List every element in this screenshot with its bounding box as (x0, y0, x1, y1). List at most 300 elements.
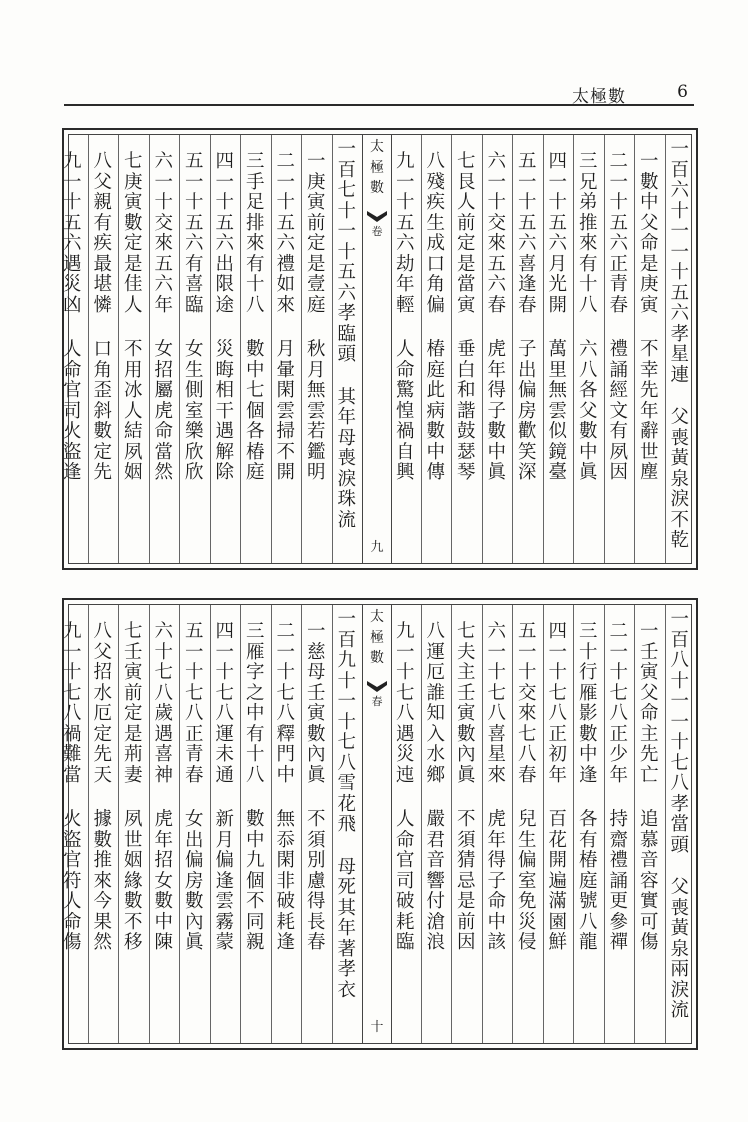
glyph: 數 (487, 421, 506, 442)
glyph: 庭 (245, 462, 265, 483)
glyph: 年 (154, 294, 173, 316)
glyph: 春 (517, 294, 537, 316)
running-title: 太極數 (572, 87, 626, 107)
glyph: 傷 (639, 932, 659, 953)
glyph: 數 (306, 723, 326, 745)
center-fold-strip (362, 605, 392, 1043)
glyph: 十 (670, 670, 689, 692)
entry-number: 七 (123, 151, 143, 172)
column-rule (512, 135, 513, 563)
entry-number: 七 (456, 151, 476, 172)
glyph: 若 (306, 421, 326, 442)
glyph: 有 (184, 253, 204, 275)
glyph: 十 (215, 662, 234, 683)
glyph: 十 (609, 192, 628, 213)
glyph: 壬 (306, 682, 326, 704)
glyph: 十 (337, 670, 356, 692)
right-entry-column (543, 135, 574, 563)
glyph: 十 (670, 262, 689, 283)
glyph: 壹 (306, 274, 326, 295)
glyph: 五 (395, 212, 415, 234)
glyph: 屬 (154, 380, 173, 401)
glyph: 命 (62, 359, 82, 381)
glyph: 定 (456, 233, 476, 254)
glyph: 父 (639, 682, 659, 704)
glyph: 災 (395, 744, 415, 765)
glyph: 掃 (276, 421, 295, 442)
glyph: 正 (609, 723, 628, 745)
glyph: 似 (548, 421, 567, 442)
glyph: 前 (306, 212, 326, 234)
glyph: 定 (123, 233, 143, 254)
fishtail-mark-icon (367, 209, 387, 223)
glyph: 十 (395, 662, 415, 683)
glyph: 夫 (456, 641, 476, 663)
glyph: 雲 (215, 891, 234, 912)
glyph: 雲 (548, 400, 567, 422)
glyph: 逢 (62, 462, 82, 483)
glyph: 衣 (337, 979, 356, 1001)
glyph: 數 (93, 421, 112, 442)
glyph: 不 (306, 809, 326, 830)
entry-number: 一 (670, 711, 689, 733)
glyph: 八 (670, 773, 689, 794)
column-rule (271, 605, 272, 1043)
glyph: 五 (609, 212, 628, 234)
glyph: 眞 (578, 462, 598, 483)
glyph: 偏 (426, 294, 445, 316)
glyph: 如 (276, 274, 295, 295)
glyph: 生 (517, 829, 537, 851)
glyph: 荊 (123, 744, 143, 765)
glyph: 五 (487, 253, 506, 275)
glyph: 中 (487, 911, 506, 933)
glyph: 八 (578, 294, 598, 316)
glyph: 晦 (215, 359, 234, 381)
glyph: 數 (426, 421, 445, 442)
glyph: 十 (245, 744, 265, 765)
column-rule (301, 135, 302, 563)
glyph: 途 (215, 294, 234, 316)
glyph: 佳 (123, 274, 143, 295)
column-rule (179, 605, 180, 1043)
glyph: 逢 (276, 932, 295, 953)
glyph: 萬 (548, 339, 567, 360)
glyph: 六 (276, 233, 295, 254)
glyph: 號 (578, 891, 598, 912)
glyph: 壬 (123, 641, 143, 663)
glyph: 年 (487, 829, 506, 851)
glyph: 因 (609, 462, 628, 483)
glyph: 十 (154, 641, 173, 663)
glyph: 十 (517, 192, 537, 213)
glyph: 年 (337, 918, 356, 939)
glyph: 花 (337, 793, 356, 815)
glyph: 遇 (154, 723, 173, 745)
glyph: 排 (245, 212, 265, 234)
glyph: 十 (548, 662, 567, 683)
left-entry-column (149, 605, 180, 1043)
glyph: 五 (670, 282, 689, 304)
glyph: 八 (609, 703, 628, 724)
glyph: 別 (306, 850, 326, 871)
glyph: 泉 (670, 938, 689, 960)
glyph: 房 (184, 870, 204, 892)
glyph: 十 (337, 711, 356, 733)
glyph: 驚 (395, 380, 415, 401)
glyph: 慈 (306, 641, 326, 663)
glyph: 免 (517, 891, 537, 912)
glyph: 八 (578, 359, 598, 381)
glyph: 寅 (123, 662, 143, 683)
left-entry-column (179, 135, 210, 563)
glyph: 同 (245, 911, 265, 933)
glyph: 憐 (93, 294, 112, 316)
left-entry-column (88, 605, 119, 1043)
glyph: 壬 (456, 682, 476, 704)
glyph: 寅 (456, 703, 476, 724)
entry-number: 四 (548, 151, 567, 172)
left-entry-column (240, 605, 271, 1043)
column-rule (210, 605, 211, 1043)
entry-number: 三 (245, 151, 265, 172)
glyph: 定 (123, 703, 143, 724)
left-entry-column (179, 605, 210, 1043)
fishtail-mark-icon (367, 679, 387, 693)
column-rule (512, 605, 513, 1043)
right-entry-column (512, 135, 543, 563)
glyph: 凶 (62, 294, 82, 316)
glyph: 開 (548, 294, 567, 316)
glyph: 一 (154, 171, 173, 193)
glyph: 七 (184, 682, 204, 704)
glyph: 七 (62, 682, 82, 704)
glyph: 音 (426, 850, 445, 871)
glyph: 干 (215, 400, 234, 422)
glyph: 一 (215, 641, 234, 663)
column-rule (88, 605, 89, 1043)
left-entry-column (271, 135, 302, 563)
glyph: 飛 (337, 814, 356, 835)
glyph: 雁 (578, 682, 598, 704)
glyph: 星 (670, 344, 689, 365)
column-rule (88, 135, 89, 563)
glyph: 六 (395, 233, 415, 254)
glyph: 個 (245, 870, 265, 892)
glyph: 頭 (337, 344, 356, 365)
entry-number: 一 (670, 241, 689, 263)
glyph: 中 (639, 192, 659, 213)
entry-number: 八 (426, 151, 445, 172)
glyph: 招 (93, 662, 112, 683)
glyph: 子 (517, 339, 537, 360)
entry-number: 九 (62, 151, 82, 172)
glyph: 一 (184, 641, 204, 663)
left-entry-column (88, 135, 119, 563)
left-entry-column (149, 135, 180, 563)
glyph: 虎 (487, 339, 506, 360)
glyph: 出 (184, 829, 204, 851)
glyph: 喜 (154, 744, 173, 765)
glyph: 一 (184, 171, 204, 193)
glyph: 鑑 (306, 441, 326, 463)
glyph: 命 (639, 703, 659, 724)
glyph: 各 (245, 421, 265, 442)
glyph: 耗 (395, 911, 415, 933)
glyph: 限 (215, 274, 234, 295)
glyph: 虎 (154, 400, 173, 422)
left-heading-column (332, 135, 363, 563)
glyph: 一 (548, 641, 567, 663)
glyph: 前 (123, 682, 143, 704)
glyph: 偏 (517, 380, 537, 401)
glyph: 花 (548, 829, 567, 851)
glyph: 交 (487, 212, 506, 234)
column-rule (240, 605, 241, 1043)
glyph: 官 (395, 850, 415, 871)
glyph: 中 (154, 911, 173, 933)
glyph: 數 (184, 891, 204, 912)
glyph: 入 (426, 723, 445, 745)
glyph: 禮 (276, 253, 295, 275)
glyph: 側 (184, 380, 204, 401)
glyph: 臨 (395, 932, 415, 953)
glyph: 口 (93, 339, 112, 360)
glyph: 災 (215, 339, 234, 360)
glyph: 前 (456, 911, 476, 933)
glyph: 年 (487, 359, 506, 381)
glyph: 百 (548, 809, 567, 830)
glyph: 秋 (306, 339, 326, 360)
glyph: 庚 (123, 171, 143, 193)
glyph: 辭 (639, 421, 659, 442)
glyph: 六 (670, 303, 689, 324)
glyph: 堪 (93, 274, 112, 295)
glyph: 定 (93, 723, 112, 745)
glyph: 忌 (456, 870, 476, 892)
glyph: 迍 (395, 764, 415, 786)
glyph: 可 (639, 911, 659, 933)
left-entry-column (301, 135, 332, 563)
glyph: 一 (395, 641, 415, 663)
glyph: 死 (337, 877, 356, 898)
entry-number: 四 (215, 151, 234, 172)
glyph: 數 (456, 723, 476, 745)
glyph: 生 (426, 212, 445, 234)
right-entry-column (482, 135, 513, 563)
glyph: 淚 (670, 489, 689, 510)
glyph: 一 (609, 641, 628, 663)
glyph: 泉 (670, 468, 689, 490)
entry-number: 一 (639, 151, 659, 172)
glyph: 病 (426, 400, 445, 422)
glyph: 中 (487, 441, 506, 463)
entry-number: 五 (517, 151, 537, 172)
glyph: 影 (578, 703, 598, 724)
right-entry-column (634, 605, 665, 1043)
glyph: 一 (276, 171, 295, 193)
glyph: 十 (487, 192, 506, 213)
glyph: 五 (62, 212, 82, 234)
glyph: 歡 (517, 421, 537, 442)
glyph: 珠 (337, 489, 356, 510)
glyph: 寅 (639, 294, 659, 316)
glyph: 災 (62, 274, 82, 295)
glyph: 偏 (517, 850, 537, 871)
glyph: 七 (276, 682, 295, 704)
entry-number: 五 (184, 151, 204, 172)
glyph: 喜 (184, 274, 204, 295)
glyph: 太 (370, 139, 384, 155)
entry-number: 二 (609, 151, 628, 172)
glyph: 人 (62, 891, 82, 912)
column-rule (451, 605, 452, 1043)
glyph: 耗 (276, 911, 295, 933)
glyph: 是 (306, 253, 326, 275)
glyph: 暈 (276, 359, 295, 381)
glyph: 雪 (337, 773, 356, 794)
glyph: 交 (517, 682, 537, 704)
glyph: 推 (578, 212, 598, 234)
glyph: 字 (245, 662, 265, 683)
glyph: 正 (184, 723, 204, 745)
glyph: 禮 (609, 339, 628, 360)
glyph: 禮 (609, 850, 628, 871)
glyph: 六 (154, 274, 173, 295)
glyph: 父 (639, 212, 659, 234)
glyph: 疾 (93, 233, 112, 254)
glyph: 招 (154, 359, 173, 381)
right-entry-column (421, 135, 452, 563)
glyph: 非 (276, 870, 295, 892)
glyph: 猜 (456, 850, 476, 871)
column-rule (604, 605, 605, 1043)
glyph: 室 (517, 870, 537, 892)
glyph: 喪 (337, 448, 356, 469)
glyph: 命 (395, 359, 415, 381)
glyph: 長 (306, 911, 326, 933)
entry-number: 七 (456, 621, 476, 642)
glyph: 喜 (487, 723, 506, 745)
glyph: 難 (62, 744, 82, 765)
glyph: 人 (395, 809, 415, 830)
glyph: 人 (123, 294, 143, 316)
glyph: 當 (670, 814, 689, 835)
glyph: 琴 (456, 462, 476, 483)
glyph: 七 (517, 723, 537, 745)
glyph: 姻 (123, 850, 143, 871)
column-rule (332, 135, 333, 563)
glyph: 十 (184, 662, 204, 683)
glyph: 八 (578, 911, 598, 933)
glyph: 響 (426, 870, 445, 892)
right-heading-column (665, 135, 696, 563)
glyph: 十 (215, 192, 234, 213)
glyph: 嚴 (426, 809, 445, 830)
glyph: 一 (337, 139, 356, 160)
glyph: 椿 (426, 339, 445, 360)
glyph: 七 (154, 662, 173, 683)
glyph: 司 (62, 400, 82, 422)
glyph: 參 (609, 911, 628, 933)
glyph: 一 (487, 171, 506, 193)
glyph: 火 (62, 421, 82, 442)
glyph: 招 (154, 850, 173, 871)
glyph: 據 (93, 809, 112, 830)
center-page-number: 十 (370, 1020, 384, 1035)
glyph: 水 (426, 744, 445, 765)
glyph: 庭 (306, 294, 326, 316)
glyph: 手 (245, 171, 265, 193)
glyph: 遇 (62, 253, 82, 275)
glyph: 知 (426, 703, 445, 724)
glyph: 流 (670, 1000, 689, 1021)
column-rule (210, 135, 211, 563)
glyph: 十 (517, 662, 537, 683)
right-entry-column (451, 605, 482, 1043)
glyph: 中 (578, 744, 598, 765)
glyph: 出 (215, 253, 234, 275)
glyph: 眞 (456, 764, 476, 786)
glyph: 司 (395, 870, 415, 892)
glyph: 官 (62, 380, 82, 401)
glyph: 年 (154, 829, 173, 851)
glyph: 命 (639, 233, 659, 254)
glyph: 霧 (215, 911, 234, 933)
column-rule (240, 135, 241, 563)
glyph: 傳 (426, 462, 445, 483)
glyph: 庚 (639, 274, 659, 295)
glyph: 相 (215, 380, 234, 401)
glyph: 眞 (184, 932, 204, 953)
column-rule (604, 135, 605, 563)
glyph: 五 (154, 253, 173, 275)
glyph: 中 (426, 441, 445, 463)
glyph: 偏 (215, 850, 234, 871)
glyph: 姻 (123, 462, 143, 483)
glyph: 百 (337, 629, 356, 651)
glyph: 十 (245, 274, 265, 295)
glyph: 十 (670, 200, 689, 222)
glyph: 十 (337, 241, 356, 263)
glyph: 盜 (62, 441, 82, 463)
glyph: 六 (215, 233, 234, 254)
glyph: 禍 (62, 723, 82, 745)
glyph: 出 (517, 359, 537, 381)
glyph: 來 (517, 703, 537, 724)
glyph: 眞 (487, 462, 506, 483)
glyph: 興 (395, 462, 415, 483)
column-rule (451, 135, 452, 563)
glyph: 五 (184, 212, 204, 234)
glyph: 是 (456, 253, 476, 275)
glyph: 各 (578, 380, 598, 401)
glyph: 艮 (456, 171, 476, 193)
glyph: 乾 (670, 530, 689, 551)
glyph: 十 (62, 662, 82, 683)
glyph: 五 (517, 212, 537, 234)
glyph: 命 (395, 829, 415, 851)
glyph: 一 (670, 691, 689, 712)
glyph: 七 (395, 682, 415, 704)
glyph: 十 (276, 192, 295, 213)
glyph: 歪 (93, 380, 112, 401)
entry-number: 五 (517, 621, 537, 642)
glyph: 其 (337, 897, 356, 919)
entry-number: 一 (306, 621, 326, 642)
glyph: 數 (639, 171, 659, 193)
glyph: 十 (184, 192, 204, 213)
